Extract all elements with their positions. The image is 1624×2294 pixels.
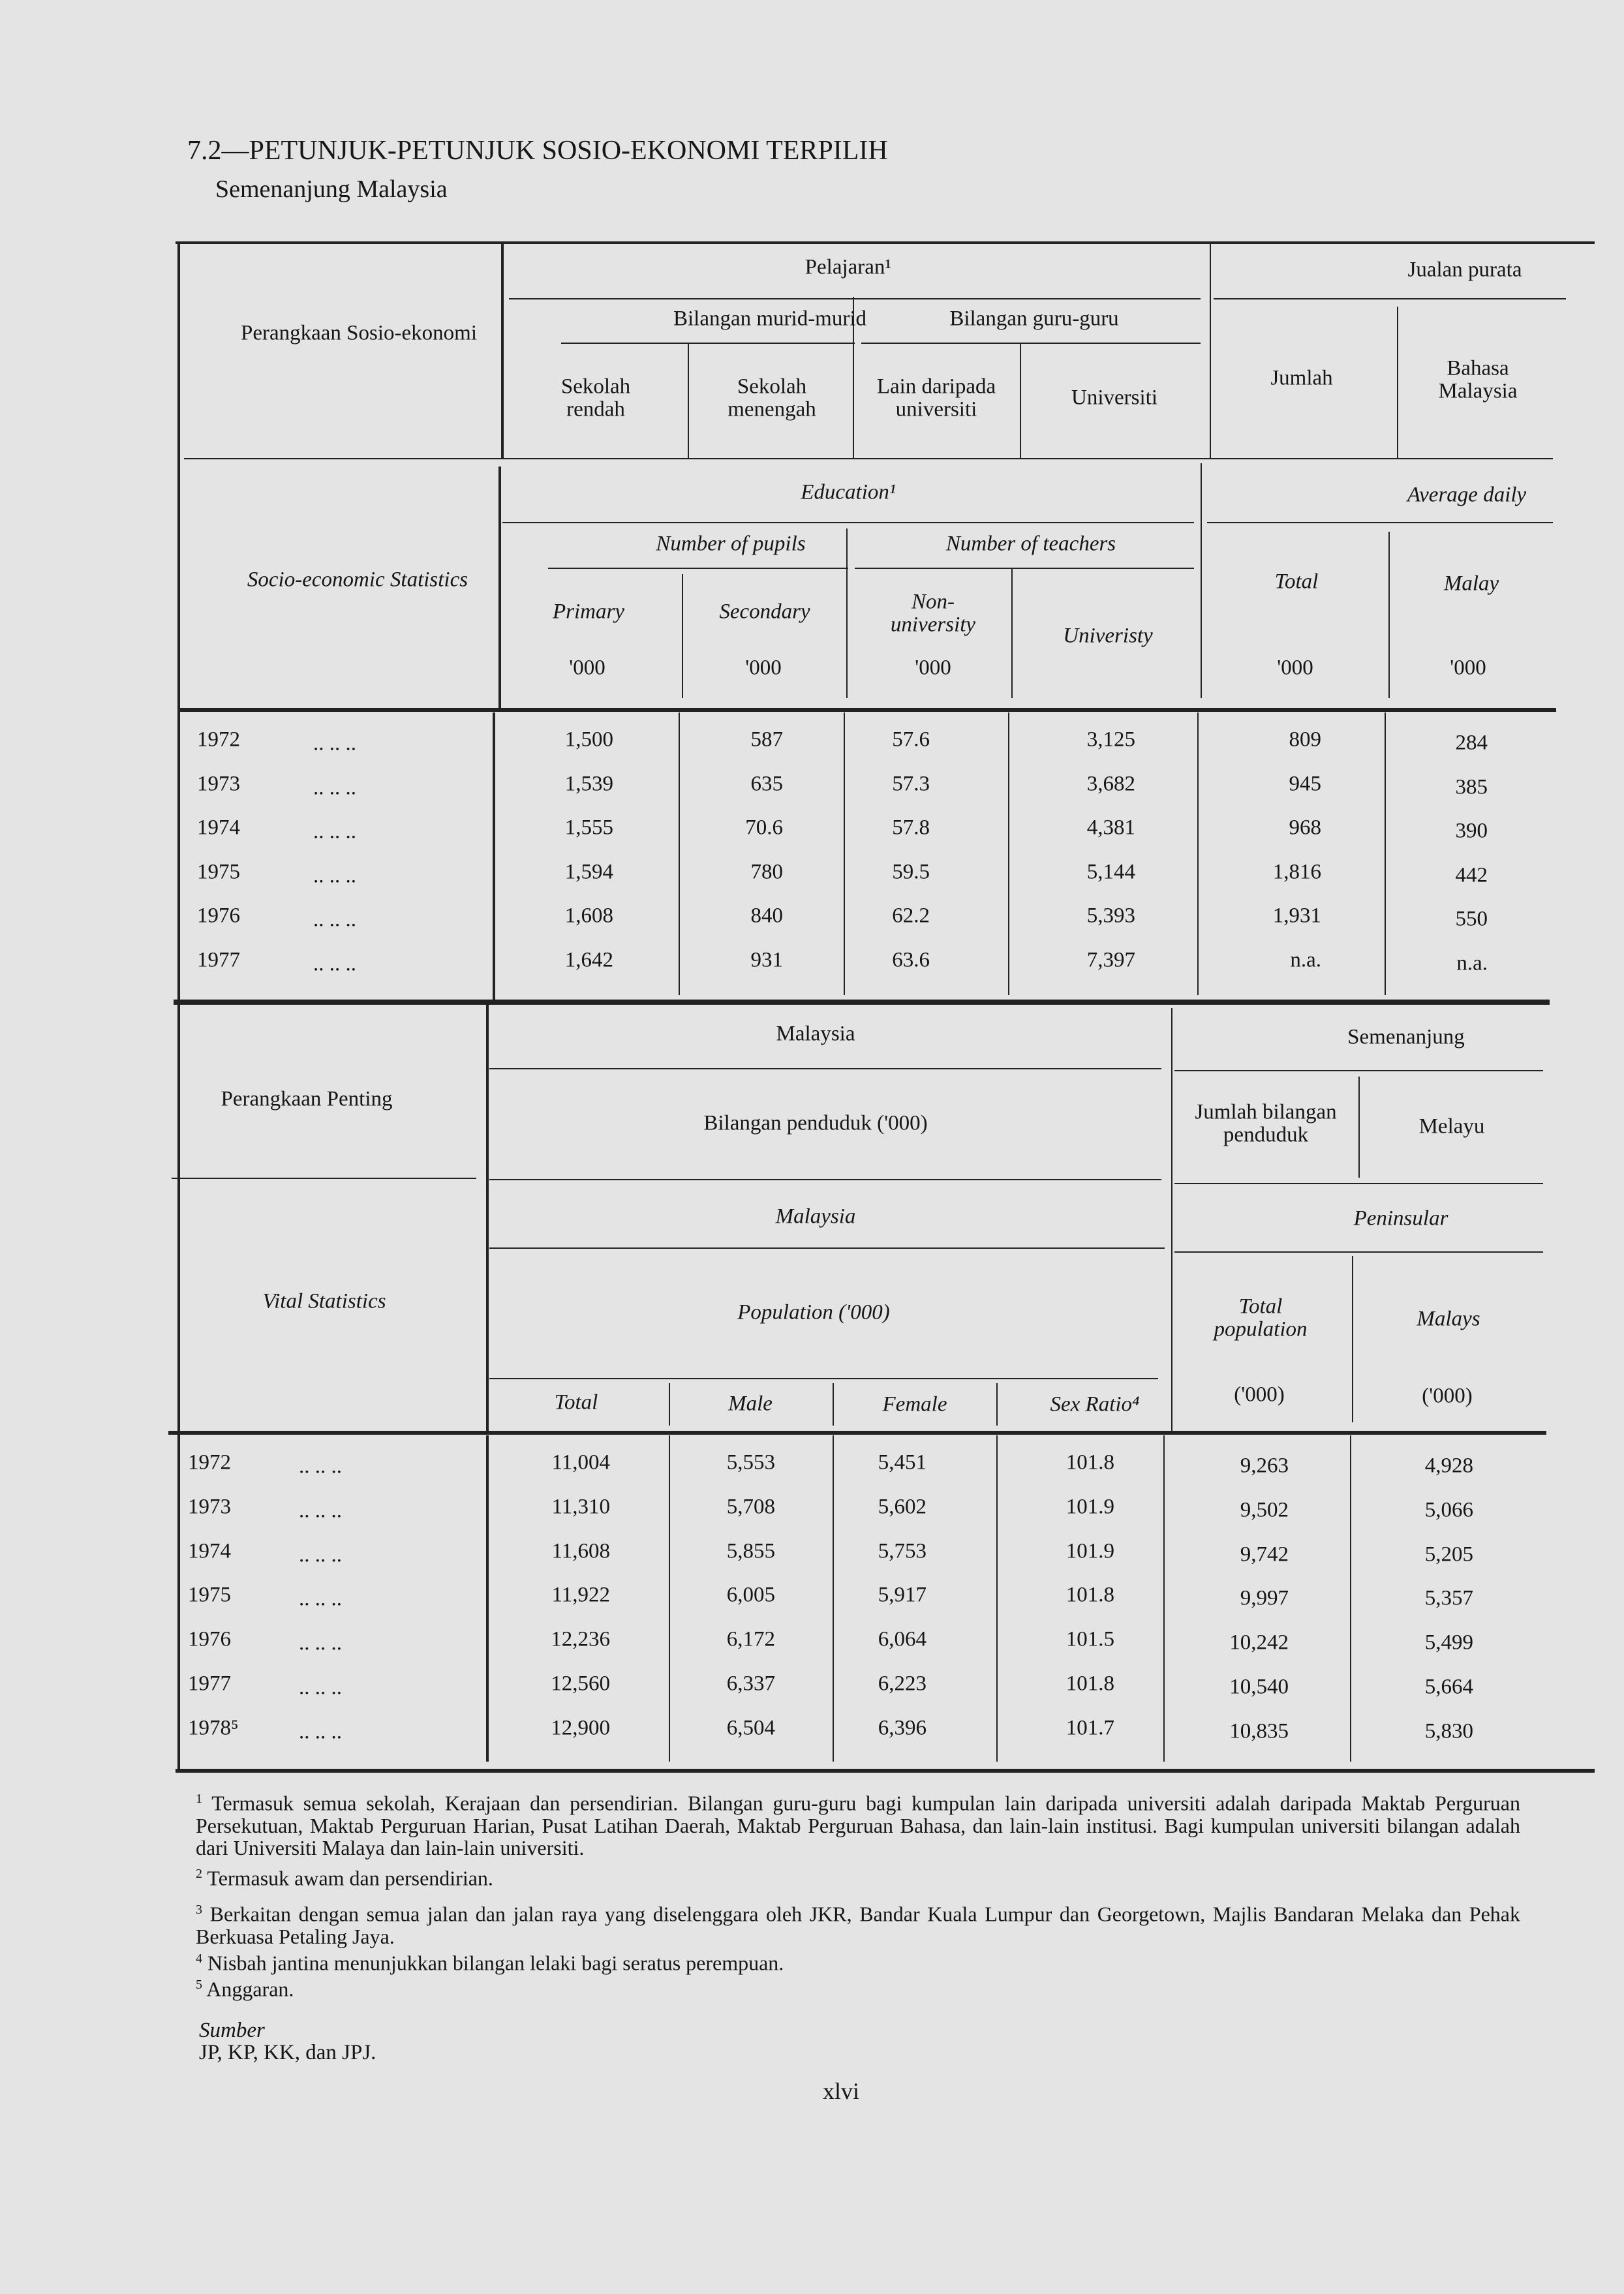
data-cell: 5,855 — [726, 1539, 775, 1563]
peninsular-header-english: Peninsular — [1353, 1206, 1448, 1231]
data-cell: 57.3 — [892, 772, 930, 796]
rule — [179, 708, 1556, 712]
data-cell: 12,560 — [551, 1672, 610, 1696]
data-cell: 1,931 — [1272, 904, 1321, 928]
non-university-header-english: Non- university — [890, 590, 976, 636]
row-label-english: Vital Statistics — [262, 1289, 386, 1313]
rule — [509, 298, 1201, 299]
data-cell: 59.5 — [892, 860, 930, 884]
secondary-header-malay: Sekolah menengah — [728, 375, 816, 421]
data-cell: 101.7 — [1065, 1716, 1114, 1740]
year-cell: 1973 — [188, 1495, 231, 1519]
data-cell: 780 — [750, 860, 783, 884]
year-cell: 1975 — [197, 860, 240, 884]
column-rule — [493, 712, 495, 1001]
total-header-malay: Jumlah — [1270, 366, 1333, 390]
data-cell: 840 — [750, 904, 783, 928]
data-cell: 5,664 — [1424, 1675, 1473, 1699]
column-rule — [1011, 568, 1013, 698]
column-rule — [996, 1435, 998, 1762]
rule — [184, 458, 1553, 459]
data-cell: 12,900 — [551, 1716, 610, 1740]
sex-ratio-header-english: Sex Ratio⁴ — [1050, 1392, 1140, 1416]
female-header-english: Female — [882, 1392, 947, 1416]
data-cell: 385 — [1455, 775, 1488, 799]
data-cell: n.a. — [1290, 948, 1321, 972]
leader-dots: .. .. .. — [313, 908, 356, 932]
data-cell: 587 — [750, 727, 783, 752]
rule — [174, 1000, 1550, 1005]
rule — [548, 568, 848, 569]
rule — [489, 1247, 1165, 1249]
footnote-mark: 1 — [196, 1792, 202, 1806]
data-cell: 12,236 — [551, 1627, 610, 1651]
data-cell: 101.5 — [1065, 1627, 1114, 1651]
column-rule — [688, 343, 689, 458]
male-header-english: Male — [728, 1392, 773, 1416]
data-cell: 5,499 — [1424, 1630, 1473, 1655]
year-cell: 1974 — [197, 816, 240, 840]
rule — [168, 1431, 1546, 1435]
data-cell: 968 — [1289, 816, 1321, 840]
total-population-header-malay: Jumlah bilangan penduduk — [1195, 1100, 1337, 1146]
leader-dots: .. .. .. — [313, 776, 356, 800]
source-text: JP, KP, KK, dan JPJ. — [199, 2041, 376, 2065]
malaysia-header-malay: Malaysia — [776, 1022, 855, 1046]
leader-dots: .. .. .. — [299, 1454, 342, 1478]
footnote-5 — [196, 1974, 1520, 2000]
footnote-text: Berkaitan dengan semua jalan dan jalan raya yang diselenggara oleh JKR, Bandar Kuala Lumpur dan Georgetown, Majlis Bandaran Melaka dan Pehak Berkuasa Petaling Jaya. — [196, 1902, 1521, 1948]
data-cell: 5,205 — [1424, 1542, 1473, 1567]
footnote-mark: 4 — [196, 1951, 202, 1966]
malaysia-header-english: Malaysia — [775, 1204, 856, 1229]
footnote-mark: 3 — [196, 1903, 202, 1917]
rule — [561, 343, 855, 344]
data-cell: 945 — [1289, 772, 1321, 796]
leader-dots: .. .. .. — [299, 1720, 342, 1744]
rule — [1207, 522, 1553, 523]
data-cell: 10,835 — [1229, 1719, 1289, 1743]
footnote-1 — [196, 1788, 1520, 1859]
column-rule — [996, 1383, 998, 1426]
data-cell: 809 — [1289, 727, 1321, 752]
unit-label: '000 — [569, 656, 605, 680]
data-cell: 7,397 — [1086, 948, 1135, 972]
column-rule — [1020, 343, 1021, 458]
data-cell: 1,555 — [564, 816, 613, 840]
data-cell: 101.8 — [1065, 1672, 1114, 1696]
population-header-english: Population ('000) — [737, 1300, 890, 1324]
data-cell: 10,242 — [1229, 1630, 1289, 1655]
data-cell: 3,682 — [1086, 772, 1135, 796]
column-rule — [1201, 463, 1202, 698]
data-cell: 1,816 — [1272, 860, 1321, 884]
row-label-english: Socio-economic Statistics — [247, 568, 468, 592]
pupils-header-malay: Bilangan murid-murid — [673, 307, 867, 331]
column-rule — [501, 241, 504, 458]
malay-header-malay: Bahasa Malaysia — [1438, 356, 1518, 403]
data-cell: 3,125 — [1086, 727, 1135, 752]
leader-dots: .. .. .. — [299, 1499, 342, 1523]
data-cell: 101.9 — [1065, 1495, 1114, 1519]
column-rule — [1210, 241, 1211, 458]
data-cell: 9,997 — [1240, 1587, 1289, 1611]
data-cell: 9,263 — [1240, 1454, 1289, 1478]
data-cell: 10,540 — [1229, 1675, 1289, 1699]
leader-dots: .. .. .. — [313, 864, 356, 888]
column-rule — [833, 1435, 834, 1762]
leader-dots: .. .. .. — [313, 952, 356, 976]
column-rule — [177, 241, 180, 1770]
rule — [1174, 1070, 1543, 1071]
year-cell: 1973 — [197, 772, 240, 796]
row-label-malay: Perangkaan Sosio-ekonomi — [240, 321, 478, 345]
data-cell: 390 — [1455, 819, 1488, 843]
primary-header-english: Primary — [553, 600, 624, 624]
data-cell: 57.8 — [892, 816, 930, 840]
data-cell: 63.6 — [892, 948, 930, 972]
leader-dots: .. .. .. — [299, 1675, 342, 1700]
data-cell: 284 — [1455, 731, 1488, 755]
column-rule — [833, 1383, 834, 1426]
primary-header-malay: Sekolah rendah — [560, 375, 631, 421]
column-rule — [1388, 532, 1390, 698]
data-cell: 550 — [1455, 907, 1488, 931]
data-cell: 9,502 — [1240, 1498, 1289, 1522]
data-cell: 11,310 — [551, 1495, 610, 1519]
data-cell: 62.2 — [892, 904, 930, 928]
data-cell: 101.8 — [1065, 1450, 1114, 1475]
footnote-mark: 5 — [196, 1978, 202, 1992]
column-rule — [1385, 712, 1386, 995]
data-cell: 1,608 — [564, 904, 613, 928]
data-cell: 5,830 — [1424, 1719, 1473, 1743]
unit-label: '000 — [745, 656, 782, 680]
column-rule — [498, 466, 501, 709]
column-rule — [846, 528, 848, 698]
peninsular-header-malay: Semenanjung — [1347, 1025, 1465, 1049]
data-cell: 5,708 — [726, 1495, 775, 1519]
rule — [855, 568, 1194, 569]
data-cell: 1,539 — [564, 772, 613, 796]
footnote-2 — [196, 1863, 1520, 1889]
sales-header-malay: Jualan purata — [1407, 258, 1522, 282]
column-rule — [669, 1383, 670, 1426]
data-cell: 5,602 — [878, 1495, 927, 1519]
data-cell: 9,742 — [1240, 1542, 1289, 1567]
column-rule — [486, 1005, 489, 1432]
year-cell: 1977 — [197, 948, 240, 972]
data-cell: 57.6 — [892, 727, 930, 752]
data-cell: 5,393 — [1086, 904, 1135, 928]
group-header-english: Education¹ — [801, 480, 896, 504]
rule — [172, 1178, 476, 1179]
data-cell: 5,144 — [1086, 860, 1135, 884]
non-university-header-malay: Lain daripada universiti — [876, 375, 996, 421]
data-cell: 5,917 — [878, 1583, 927, 1608]
data-cell: 4,381 — [1086, 816, 1135, 840]
data-cell: 6,396 — [878, 1716, 927, 1740]
year-cell: 1977 — [188, 1672, 231, 1696]
column-rule — [1197, 712, 1199, 995]
sales-header-english: Average daily — [1407, 483, 1527, 507]
data-cell: 6,504 — [726, 1716, 775, 1740]
data-cell: 6,064 — [878, 1627, 927, 1651]
year-cell: 1974 — [188, 1539, 231, 1563]
rule — [502, 522, 1194, 523]
data-cell: 11,922 — [551, 1583, 610, 1608]
year-cell: 1972 — [188, 1450, 231, 1475]
leader-dots: .. .. .. — [313, 819, 356, 844]
leader-dots: .. .. .. — [299, 1587, 342, 1612]
column-rule — [1397, 307, 1398, 458]
footnote-text: Termasuk semua sekolah, Kerajaan dan persendirian. Bilangan guru-guru bagi kumpulan lain daripada universiti adalah daripada Maktab Perguruan Persekutuan, Maktab Perguruan Harian, Pusat Latihan Daerah, Maktab Perguruan Bahasa, dan lain-lain institusi. Bagi kumpulan universiti bilangan adalah dari Universiti Malaya dan lain-lain universiti. — [196, 1791, 1521, 1859]
year-cell: 1975 — [188, 1583, 231, 1608]
leader-dots: .. .. .. — [313, 731, 356, 756]
pupils-header-english: Number of pupils — [656, 532, 806, 556]
page-title: 7.2—PETUNJUK-PETUNJUK SOSIO-EKONOMI TERPILIH — [187, 135, 888, 166]
unit-malays: ('000) — [1422, 1384, 1473, 1408]
data-cell: 442 — [1455, 863, 1488, 887]
unit-label: '000 — [1277, 656, 1313, 680]
column-rule — [682, 574, 683, 698]
footnote-3 — [196, 1899, 1520, 1948]
rule — [176, 241, 1595, 244]
page-number: xlvi — [822, 2078, 860, 2105]
column-rule — [1350, 1435, 1351, 1762]
source-line — [199, 1996, 376, 2064]
footnote-text: Anggaran. — [206, 1977, 294, 2001]
data-cell: 6,005 — [726, 1583, 775, 1608]
data-cell: 101.9 — [1065, 1539, 1114, 1563]
rule — [489, 1378, 1158, 1379]
unit-total-population: ('000) — [1234, 1383, 1285, 1407]
malays-header-english: Malays — [1417, 1307, 1480, 1331]
column-rule — [669, 1435, 670, 1762]
page-subtitle: Semenanjung Malaysia — [215, 176, 448, 204]
rule — [1174, 1251, 1543, 1253]
data-cell: 70.6 — [745, 816, 783, 840]
data-cell: 5,553 — [726, 1450, 775, 1475]
data-cell: 11,004 — [551, 1450, 610, 1475]
rule — [1214, 298, 1566, 299]
rule — [489, 1179, 1161, 1180]
data-cell: n.a. — [1456, 951, 1488, 975]
data-cell: 6,223 — [878, 1672, 927, 1696]
malays-header-malay: Melayu — [1418, 1114, 1485, 1139]
group-header-malay: Pelajaran¹ — [804, 255, 892, 279]
malay-header-english: Malay — [1443, 572, 1499, 596]
secondary-header-english: Secondary — [719, 600, 810, 624]
year-cell: 1978⁵ — [188, 1716, 239, 1740]
data-cell: 6,172 — [726, 1627, 775, 1651]
unit-label: '000 — [915, 656, 951, 680]
leader-dots: .. .. .. — [299, 1543, 342, 1567]
data-cell: 931 — [750, 948, 783, 972]
data-cell: 1,594 — [564, 860, 613, 884]
row-label-malay: Perangkaan Penting — [221, 1087, 393, 1111]
footnote-mark: 2 — [196, 1867, 202, 1881]
column-rule — [679, 712, 680, 995]
population-header-malay: Bilangan penduduk ('000) — [703, 1111, 928, 1135]
data-cell: 6,337 — [726, 1672, 775, 1696]
data-cell: 635 — [750, 772, 783, 796]
rule — [861, 343, 1201, 344]
column-rule — [1352, 1256, 1353, 1422]
rule — [176, 1769, 1595, 1773]
data-cell: 11,608 — [551, 1539, 610, 1563]
rule — [1174, 1183, 1543, 1184]
teachers-header-english: Number of teachers — [945, 532, 1116, 556]
university-header-english: Univeristy — [1063, 624, 1153, 648]
column-rule — [1008, 712, 1009, 995]
column-rule — [1358, 1077, 1360, 1178]
data-cell: 1,500 — [564, 727, 613, 752]
column-rule — [486, 1435, 489, 1762]
data-cell: 5,357 — [1424, 1587, 1473, 1611]
teachers-header-malay: Bilangan guru-guru — [949, 307, 1119, 331]
footnote-text: Termasuk awam dan persendirian. — [207, 1866, 493, 1890]
column-rule — [1163, 1435, 1165, 1762]
year-cell: 1976 — [188, 1627, 231, 1651]
year-cell: 1972 — [197, 727, 240, 752]
year-cell: 1976 — [197, 904, 240, 928]
leader-dots: .. .. .. — [299, 1631, 342, 1655]
data-cell: 101.8 — [1065, 1583, 1114, 1608]
data-cell: 1,642 — [564, 948, 613, 972]
total-population-header-english: Total population — [1214, 1294, 1308, 1341]
data-cell: 4,928 — [1424, 1454, 1473, 1478]
total-header-english: Total — [554, 1390, 598, 1415]
unit-label: '000 — [1450, 656, 1486, 680]
footnote-4 — [196, 1948, 1520, 1974]
university-header-malay: Universiti — [1071, 386, 1157, 410]
column-rule — [1171, 1008, 1172, 1432]
total-header-english: Total — [1274, 570, 1319, 594]
footnote-text: Nisbah jantina menunjukkan bilangan lelaki bagi seratus perempuan. — [207, 1951, 784, 1975]
data-cell: 5,451 — [878, 1450, 927, 1475]
data-cell: 5,753 — [878, 1539, 927, 1563]
data-cell: 5,066 — [1424, 1498, 1473, 1522]
rule — [489, 1068, 1161, 1069]
source-label: Sumber — [199, 2018, 265, 2042]
column-rule — [844, 712, 845, 995]
